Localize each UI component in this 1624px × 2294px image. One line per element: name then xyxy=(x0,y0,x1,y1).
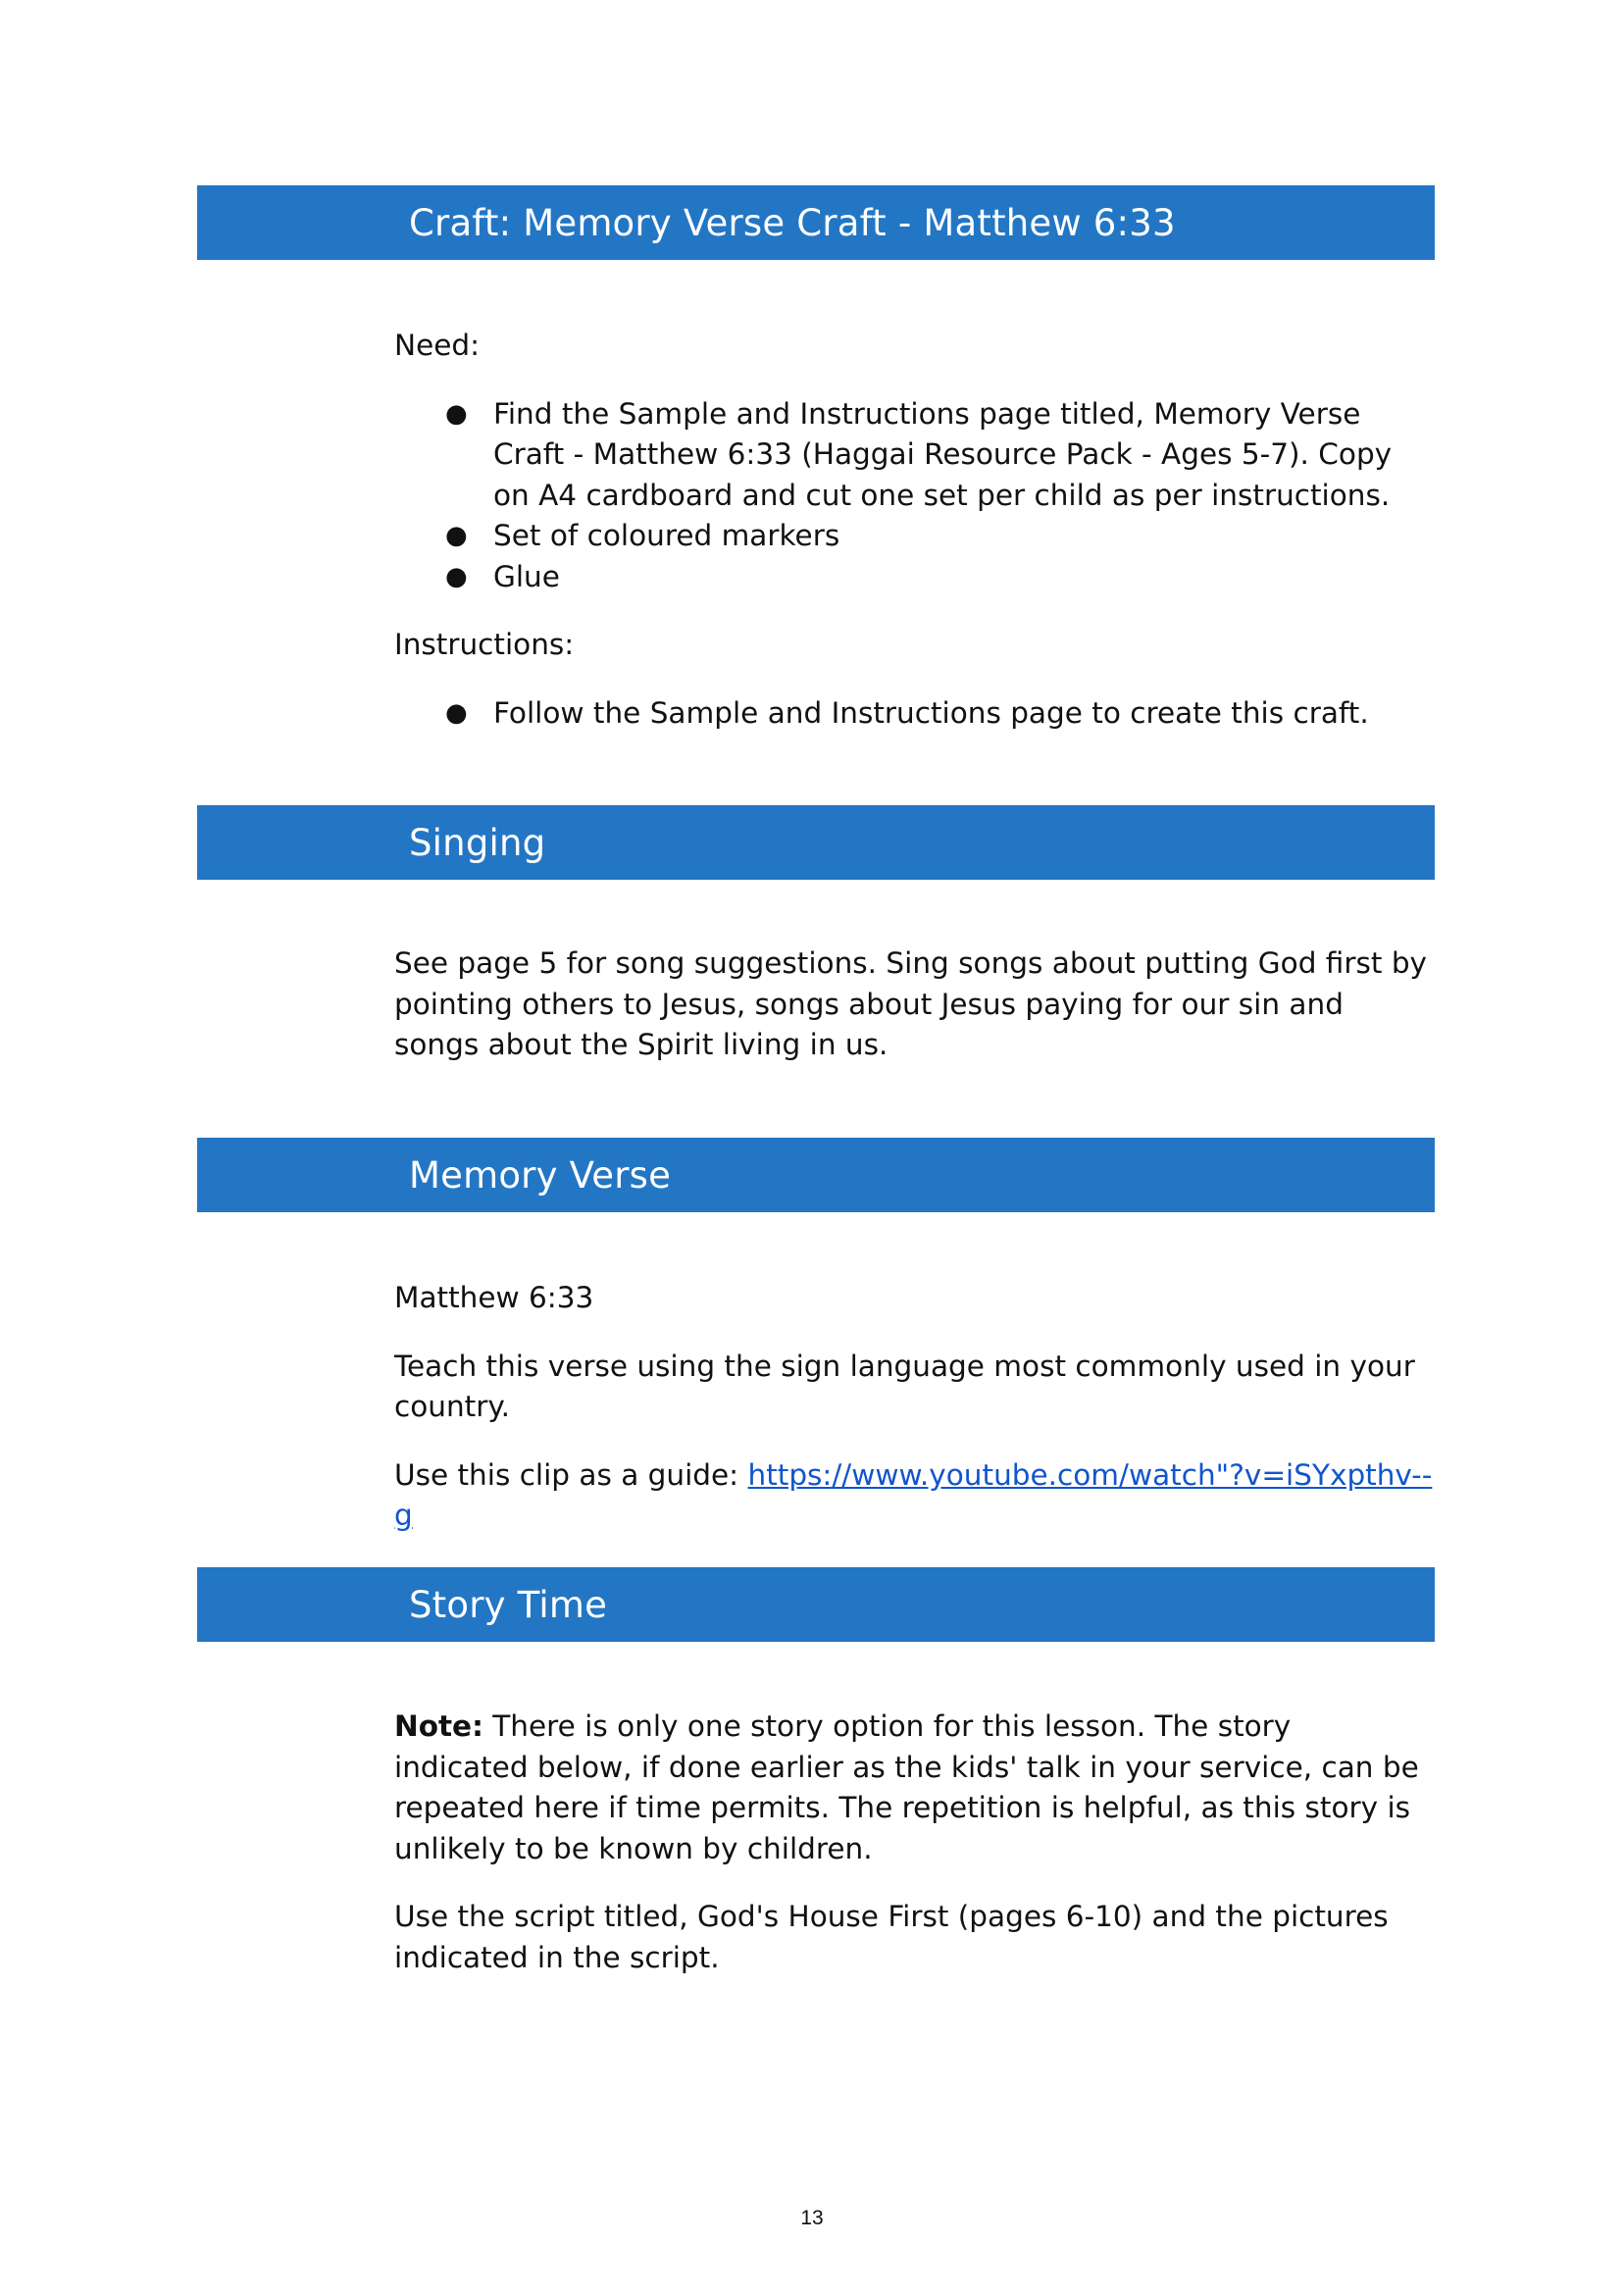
clip-label: Use this clip as a guide: xyxy=(394,1457,748,1492)
section-title-singing: Singing xyxy=(409,821,546,864)
need-label: Need: xyxy=(394,329,481,362)
section-title-story-time: Story Time xyxy=(409,1583,608,1626)
list-item xyxy=(394,557,1434,598)
craft-content xyxy=(394,326,1434,734)
verse-reference: Matthew 6:33 xyxy=(394,1281,594,1314)
need-item-text: Glue xyxy=(493,559,560,593)
need-item-text: Find the Sample and Instructions page titled, Memory Verse Craft - Matthew 6:33 (Haggai Resource Pack - Ages 5-7). Copy on A4 cardboard and cut one set per child as per instructions. xyxy=(493,396,1393,512)
section-title-craft: Craft: Memory Verse Craft - Matthew 6:33 xyxy=(409,201,1176,244)
singing-text: See page 5 for song suggestions. Sing songs about putting God first by pointing others to Jesus, songs about Jesus paying for our sin and songs about the Spirit living in us. xyxy=(394,946,1427,1061)
note-text: There is only one story option for this lesson. The story indicated below, if done earlier as the kids' talk in your service, can be repeated here if time permits. The repetition is helpful, as this story is unlikely to be known by children. xyxy=(394,1709,1419,1865)
section-header-singing xyxy=(197,805,1435,880)
bullet-icon: ● xyxy=(445,561,468,591)
instructions-label: Instructions: xyxy=(394,628,575,661)
note-label: Note: xyxy=(394,1709,483,1743)
note-paragraph xyxy=(394,1707,1434,1869)
youtube-link[interactable]: https://www.youtube.com/watch"?v=iSYxpthv--g xyxy=(394,1457,1433,1532)
instruction-item-text: Follow the Sample and Instructions page to create this craft. xyxy=(493,695,1369,730)
section-header-memory-verse xyxy=(197,1138,1435,1212)
bullet-icon: ● xyxy=(445,697,468,728)
need-item-text: Set of coloured markers xyxy=(493,519,840,552)
section-header-story-time xyxy=(197,1567,1435,1642)
memory-verse-content xyxy=(394,1278,1434,1537)
singing-content xyxy=(394,943,1434,1066)
section-title-memory-verse: Memory Verse xyxy=(409,1153,672,1197)
section-header-craft xyxy=(197,185,1435,260)
bullet-icon: ● xyxy=(445,521,468,550)
clip-line xyxy=(394,1455,1434,1537)
list-item xyxy=(394,693,1434,735)
list-item xyxy=(394,516,1434,557)
bullet-icon: ● xyxy=(445,398,468,429)
story-time-content xyxy=(394,1707,1434,1978)
list-item xyxy=(394,394,1434,517)
need-list xyxy=(394,394,1434,598)
page-number: 13 xyxy=(800,2207,824,2229)
instructions-list xyxy=(394,693,1434,735)
script-text: Use the script titled, God's House First (pages 6-10) and the pictures indicated in the script. xyxy=(394,1900,1389,1974)
teach-text: Teach this verse using the sign language most commonly used in your country. xyxy=(394,1349,1415,1423)
